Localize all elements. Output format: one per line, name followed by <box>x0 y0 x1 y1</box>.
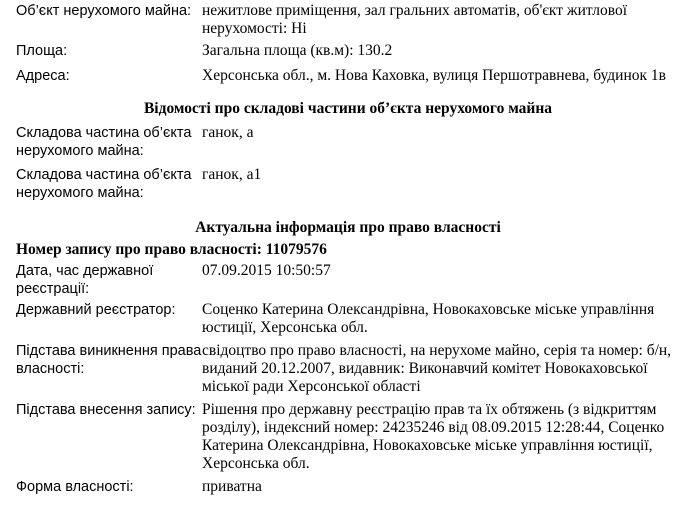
component-row <box>0 166 696 202</box>
object-type-value: нежитлове приміщення, зал гральних автоматів, об'єкт житлової нерухомості: Ні <box>202 2 628 37</box>
ownership-form-row <box>0 478 696 496</box>
ownership-basis-value: свідоцтво про право власності, на нерухоме майно, серія та номер: б/н, виданий 20.12.2007, видавник: Виконавчий комітет Новокаховської міської ради Херсонської області <box>202 342 672 395</box>
entry-basis-value: Рішення про державну реєстрацію прав та їх обтяжень (з відкриттям розділу), індексний номер: 24235246 від 08.09.2015 12:28:44, Соценко Катерина Олександрівна, Новокаховське міське управління юстиції, Херсонська обл. <box>202 401 665 472</box>
ownership-heading: Актуальна інформація про право власності <box>195 219 501 236</box>
component-value: ганок, а <box>202 124 254 141</box>
area-value: Загальна площа (кв.м): 130.2 <box>202 42 393 59</box>
registrar-label: Державний реєстратор: <box>16 302 176 318</box>
registration-date-row <box>0 262 696 298</box>
registration-date-label: Дата, час державної реєстрації: <box>16 263 154 297</box>
registrar-row <box>0 301 696 337</box>
component-label: Складова частина об’єкта нерухомого майна: <box>16 167 192 201</box>
ownership-basis-label: Підстава виникнення права власності: <box>16 343 202 377</box>
registration-date-value: 07.09.2015 10:50:57 <box>202 262 331 279</box>
address-label: Адреса: <box>16 68 70 84</box>
component-row <box>0 124 696 160</box>
area-row <box>0 42 696 60</box>
components-heading: Відомості про складові частини об’єкта нерухомого майна <box>143 100 553 117</box>
component-value: ганок, а1 <box>202 166 262 183</box>
ownership-form-label: Форма власності: <box>16 479 134 495</box>
ownership-form-value: приватна <box>202 478 262 495</box>
entry-basis-row <box>0 401 696 473</box>
registrar-value: Соценко Катерина Олександрівна, Новокаховське міське управління юстиції, Херсонська обл. <box>202 301 655 336</box>
record-number-title: Номер запису про право власності: 11079576 <box>16 241 327 258</box>
entry-basis-label: Підстава внесення запису: <box>16 402 196 418</box>
component-label: Складова частина об’єкта нерухомого майна: <box>16 125 192 159</box>
area-label: Площа: <box>16 43 68 59</box>
registry-extract <box>0 2 696 525</box>
object-type-row <box>0 2 696 38</box>
ownership-basis-row <box>0 342 696 396</box>
address-value: Херсонська обл., м. Нова Каховка, вулиця Першотравнева, будинок 1в <box>202 67 666 84</box>
address-row <box>0 67 696 85</box>
object-type-label: Об’єкт нерухомого майна: <box>16 3 192 19</box>
